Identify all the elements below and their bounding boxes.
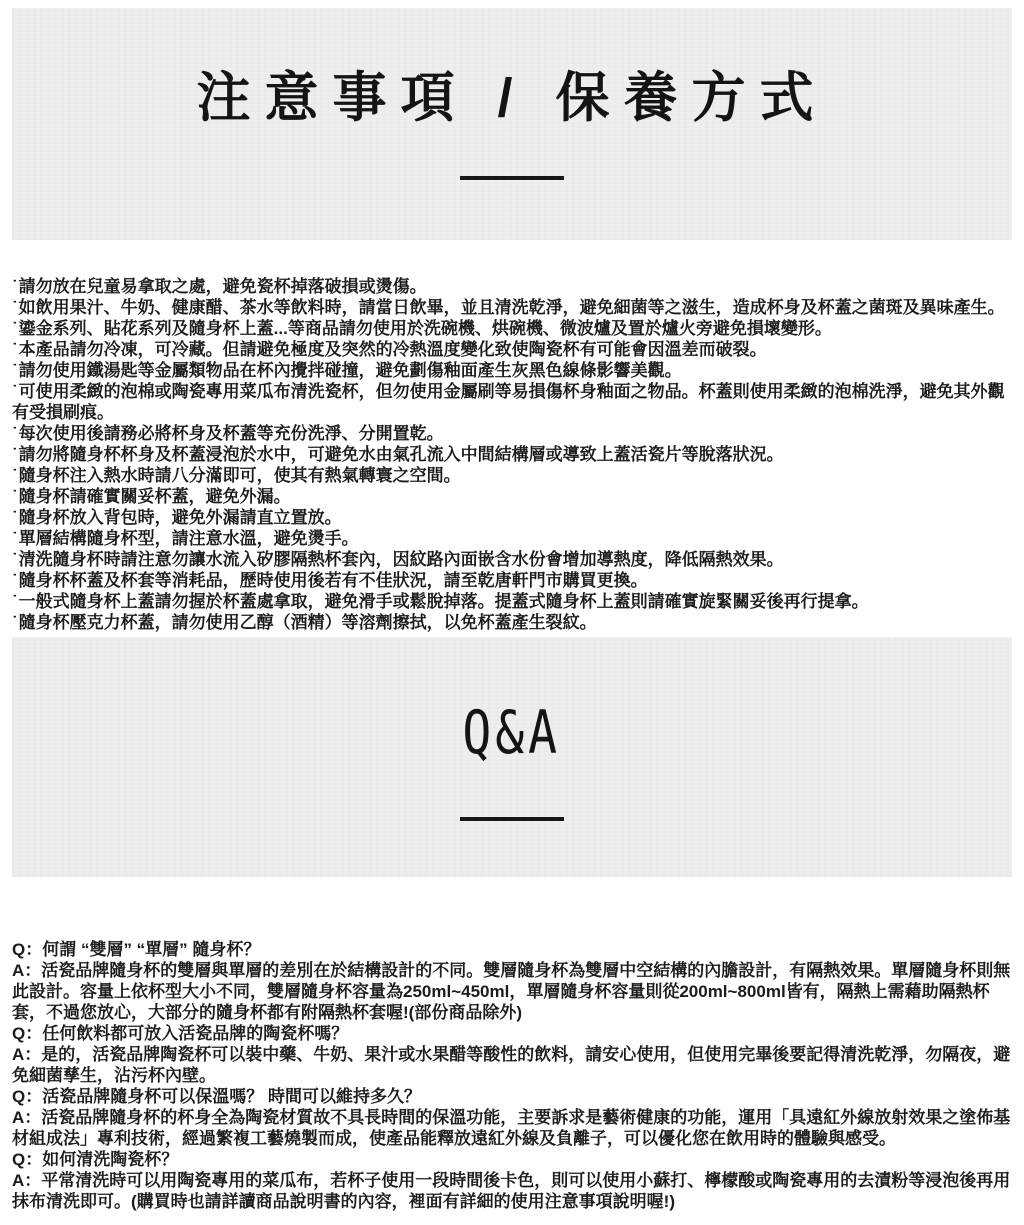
note-text: 鎏金系列、貼花系列及隨身杯上蓋...等商品請勿使用於洗碗機、烘碗機、微波爐及置於爐火旁避免損壞變形。 (18, 319, 832, 338)
note-item (12, 549, 1012, 570)
note-item (12, 360, 1012, 381)
note-text: 隨身杯杯蓋及杯套等消耗品，歷時使用後若有不佳狀況，請至乾唐軒門市購買更換。 (18, 571, 648, 590)
note-item (12, 570, 1012, 591)
note-item (12, 528, 1012, 549)
qa-question: Q：任何飲料都可放入活瓷品牌的陶瓷杯嗎？ (12, 1024, 349, 1043)
note-text: 每次使用後請務必將杯身及杯蓋等充份洗淨、分開置乾。 (18, 424, 444, 443)
note-text: 請勿放在兒童易拿取之處，避免瓷杯掉落破損或燙傷。 (18, 277, 427, 296)
note-text: 可使用柔緻的泡棉或陶瓷專用菜瓜布清洗瓷杯，但勿使用金屬刷等易損傷杯身釉面之物品。杯蓋則使用柔緻的泡棉洗淨，避免其外觀有受損刷痕。 (12, 382, 1005, 422)
notes-list (0, 240, 1024, 633)
qa-banner (12, 637, 1012, 877)
bullet-dot-icon: ˙ (12, 445, 18, 464)
note-text: 請勿使用鐵湯匙等金屬類物品在杯內攪拌碰撞，避免劃傷釉面產生灰黑色線條影響美觀。 (18, 361, 682, 380)
note-text: 隨身杯放入背包時，避免外漏請直立置放。 (18, 508, 342, 527)
bullet-dot-icon: ˙ (12, 277, 18, 296)
note-item (12, 423, 1012, 444)
qa-answer: A：活瓷品牌隨身杯的杯身全為陶瓷材質故不具長時間的保溫功能，主要訴求是藝術健康的功能，運用「具遠紅外線放射效果之塗佈基材組成法」專利技術，經過繁複工藝燒製而成，使產品能釋放遠紅外線及負離子，可以優化您在飲用時的體驗與感受。 (12, 1108, 1011, 1148)
bullet-dot-icon: ˙ (12, 571, 18, 590)
bullet-dot-icon: ˙ (12, 298, 18, 317)
note-item (12, 591, 1012, 612)
note-item (12, 276, 1012, 297)
bullet-dot-icon: ˙ (12, 319, 18, 338)
note-item (12, 507, 1012, 528)
bullet-dot-icon: ˙ (12, 508, 18, 527)
bullet-dot-icon: ˙ (12, 592, 18, 611)
qa-list (0, 877, 1024, 1212)
qa-question: Q：活瓷品牌隨身杯可以保溫嗎？ 時間可以維持多久？ (12, 1087, 421, 1106)
bullet-dot-icon: ˙ (12, 550, 18, 569)
qa-question: Q：何謂 “雙層” “單層” 隨身杯？ (12, 940, 261, 959)
note-text: 一般式隨身杯上蓋請勿握於杯蓋處拿取，避免滑手或鬆脫掉落。提蓋式隨身杯上蓋則請確實旋緊關妥後再行提拿。 (18, 592, 869, 611)
note-text: 如飲用果汁、牛奶、健康醋、茶水等飲料時，請當日飲畢，並且清洗乾淨，避免細菌等之滋生，造成杯身及杯蓋之菌斑及異味產生。 (18, 298, 1005, 317)
note-text: 隨身杯請確實關妥杯蓋，避免外漏。 (18, 487, 291, 506)
bullet-dot-icon: ˙ (12, 382, 18, 401)
note-item (12, 465, 1012, 486)
notice-banner (12, 8, 1012, 240)
qa-answer: A：平常清洗時可以用陶瓷專用的菜瓜布，若杯子使用一段時間後卡色，則可以使用小蘇打、檸檬酸或陶瓷專用的去漬粉等浸泡後再用抹布清洗即可。(購買時也請詳讀商品說明書的內容，裡面有詳細的使用注意事項說明喔!) (12, 1171, 1011, 1211)
qa-answer: A：活瓷品牌隨身杯的雙層與單層的差別在於結構設計的不同。雙層隨身杯為雙層中空結構的內膽設計，有隔熱效果。單層隨身杯則無此設計。容量上依杯型大小不同，雙層隨身杯容量為250ml~450ml，單層隨身杯容量則從200ml~800ml皆有，隔熱上需藉助隔熱杯套，不過您放心，大部分的隨身杯都有附隔熱杯套喔!(部份商品除外) (12, 961, 1011, 1022)
note-text: 隨身杯壓克力杯蓋，請勿使用乙醇（酒精）等溶劑擦拭，以免杯蓋產生裂紋。 (18, 613, 597, 632)
qa-question: Q：如何清洗陶瓷杯？ (12, 1150, 179, 1169)
note-item (12, 486, 1012, 507)
bullet-dot-icon: ˙ (12, 466, 18, 485)
note-item (12, 381, 1012, 423)
note-text: 清洗隨身杯時請注意勿讓水流入矽膠隔熱杯套內，因紋路內面嵌含水份會增加導熱度，降低隔熱效果。 (18, 550, 784, 569)
note-text: 隨身杯注入熱水時請八分滿即可，使其有熱氣轉寰之空間。 (18, 466, 461, 485)
notice-divider (460, 176, 564, 180)
note-item (12, 612, 1012, 633)
bullet-dot-icon: ˙ (12, 361, 18, 380)
note-item (12, 339, 1012, 360)
note-text: 請勿將隨身杯杯身及杯蓋浸泡於水中，可避免水由氣孔流入中間結構層或導致上蓋活瓷片等脫落狀況。 (18, 445, 784, 464)
bullet-dot-icon: ˙ (12, 613, 18, 632)
qa-answer: A：是的，活瓷品牌陶瓷杯可以裝中藥、牛奶、果汁或水果醋等酸性的飲料，請安心使用，但使用完畢後要記得清洗乾淨，勿隔夜，避免細菌孳生，沾污杯內壁。 (12, 1045, 1011, 1085)
note-text: 本產品請勿冷凍，可冷藏。但請避免極度及突然的冷熱溫度變化致使陶瓷杯有可能會因溫差而破裂。 (18, 340, 767, 359)
note-text: 單層結構隨身杯型，請注意水溫，避免燙手。 (18, 529, 359, 548)
note-item (12, 297, 1012, 318)
qa-divider (460, 817, 564, 821)
bullet-dot-icon: ˙ (12, 487, 18, 506)
bullet-dot-icon: ˙ (12, 529, 18, 548)
notice-title: 注意事項 / 保養方式 (196, 68, 828, 128)
bullet-dot-icon: ˙ (12, 340, 18, 359)
note-item (12, 318, 1012, 339)
qa-title: Q&A (462, 698, 562, 768)
bullet-dot-icon: ˙ (12, 424, 18, 443)
note-item (12, 444, 1012, 465)
